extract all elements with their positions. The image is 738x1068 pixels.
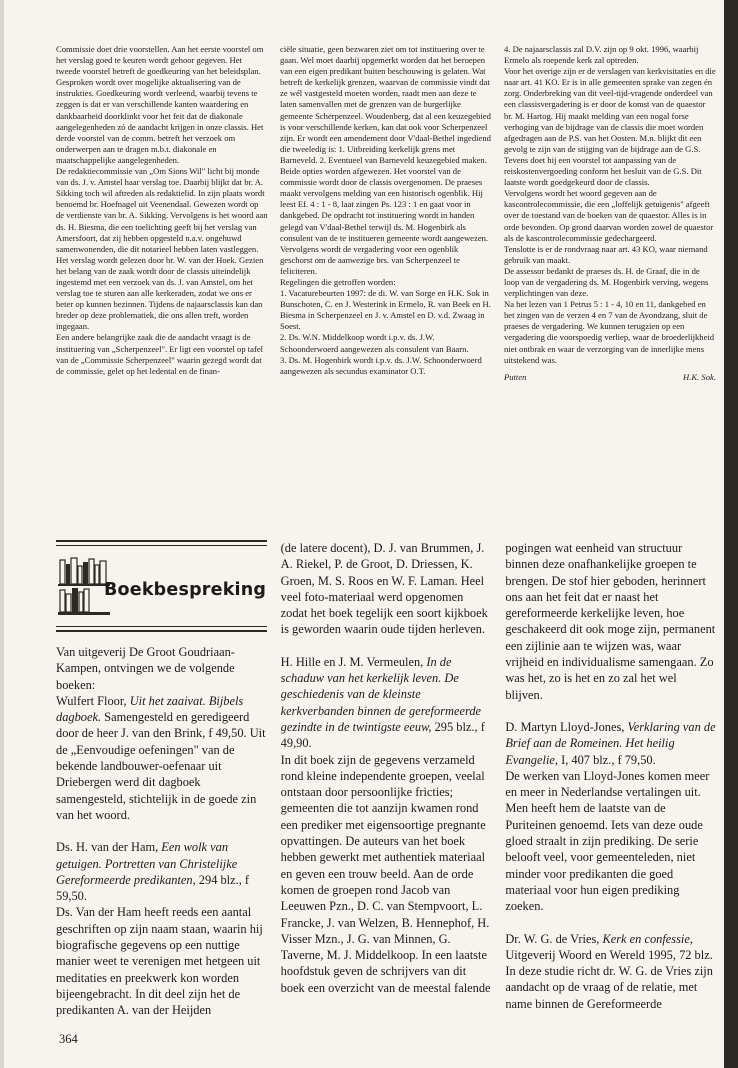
book-details: 294 blz., f 59,50. bbox=[56, 872, 250, 904]
report-column-1 bbox=[56, 44, 268, 524]
report-column-3 bbox=[504, 44, 716, 524]
book-author: Wulfert Floor, bbox=[56, 693, 130, 708]
book-entry bbox=[505, 719, 716, 768]
book-details: I, 407 blz., f 79,50. bbox=[557, 752, 656, 767]
book-entry bbox=[56, 839, 267, 904]
paragraph: Vervolgens wordt het woord gegeven aan de kascontrolecommissie, die een „loffelijk getuigenis" afgeeft over de toestand van de boeken van de quaestor. Alles is in orde bevonden. Op grond daarvan worden zowel de quaestor als de kascontrolecommissie gedechargeerd. bbox=[504, 188, 714, 243]
book-description: In dit boek zijn de gegevens verzameld rond kleine independente groepen, veelal ontstaan door persoonlijke fricties; gemeenten die tot aanzijn kwamen rond een prediker met eigensoortige pregnante opvattingen. De auteurs van het boek hebben gewerkt met authentiek materiaal en geven een trouw beeld. Aan de orde komen de groepen rond Jacob van Leeuwen Pzn., D. C. van Stempvoort, L. Francke, J. van Welzen, B. Hennephof, H. Visser Mzn., J. G. van Minnen, G. Taverne, M. J. Middelkoop. In een laatste hoofdstuk geven de schrijvers van dit boek een overzicht van de meestal falende bbox=[280, 752, 491, 995]
report-section bbox=[56, 44, 716, 524]
paragraph: 2. Ds. W.N. Middelkoop wordt i.p.v. ds. J.W. Schoonderwoerd aangewezen als consulent van Baarn. bbox=[280, 332, 469, 354]
book-entry bbox=[56, 693, 267, 823]
paragraph: De assessor bedankt de praeses ds. H. de Graaf, die in de loop van de vergadering ds. M. Hogenbirk verving, wegens verplichtingen van deze. bbox=[504, 265, 709, 299]
signature-name: H.K. Sok. bbox=[683, 371, 716, 382]
report-column-2 bbox=[280, 44, 492, 524]
signature-place: Putten bbox=[504, 371, 527, 382]
paragraph: Tenslotte is er de rondvraag naar art. 43 KO, waar niemand gebruik van maakt. bbox=[504, 243, 708, 265]
book-description: Ds. Van der Ham heeft reeds een aantal geschriften op zijn naam staan, waarin hij biografische gegevens op een nuttige manier weet te verenigen met hetgeen uit meditaties en preekwerk kon worden bijeengebracht. In dit deel zijn het de predikanten A. van der Heijden bbox=[56, 905, 263, 1018]
bookshelf-icon bbox=[58, 554, 110, 620]
paragraph: Voor het overige zijn er de verslagen van kerkvisitaties en die naar art. 41 KO. Er is in alle gemeenten sprake van zegen én zorg. Onderbreking van dit veel-tijd-vragende onderdeel van een classisvergadering is er door de komst van de quaestor br. M. Hartog. Hij maakt melding van een nogal forse verhoging van de bijdrage van de classis die moet worden afgedragen aan de P.S. van het Oosten. M.n. blijkt dit een gevolg te zijn van de stijging van de bijdrage aan de G.S. Tevens doet hij een voorstel tot aanpassing van de reiskostenvergoeding conform het besluit van de G.S. Dit laatste wordt goedgekeurd door de classis. bbox=[504, 66, 716, 188]
book-description: In deze studie richt dr. W. G. de Vries zijn aandacht op de vraag of de relatie, met name binnen de Gereformeerde bbox=[505, 964, 713, 1011]
section-banner bbox=[56, 540, 267, 632]
section-title: Boekbespreking bbox=[104, 580, 267, 600]
book-author: Dr. W. G. de Vries, bbox=[505, 931, 603, 946]
book-details: Samengesteld en geredigeerd door de heer J. van den Brink, f 49,50. Uit de „Eenvoudige oefeningen" van de bekende landbouwer-oefenaar uit Driebergen werd dit dagboek samengesteld, stichtelijk in de goede zin van het woord. bbox=[56, 710, 266, 822]
book-details: 295 blz., f 49,90. bbox=[280, 719, 485, 751]
paragraph: 4. De najaarsclassis zal D.V. zijn op 9 okt. 1996, waarbij Ermelo als roepende kerk zal optreden. bbox=[504, 44, 699, 66]
book-title: Verklaring van de Brief aan de Romeinen. Het heilig Evangelie, bbox=[505, 719, 716, 767]
signature bbox=[504, 372, 716, 383]
book-title: Een wolk van getuigen. Portretten van Christelijke Gereformeerde predikanten, bbox=[56, 840, 238, 887]
paragraph: Commissie doet drie voorstellen. Aan het eerste voorstel om het verslag goed te keuren wordt gehoor gegeven. Het tweede voorstel betreft de goedkeuring van het beleidsplan. Gesproken wordt over mogelijke aktualisering van de instrukties. Goedkeuring wordt verleend, waarbij tevens te zeggen is dat er van verschillende kanten waardering en dankbaarheid doorklinkt voor het feit dat de diakonale aangelegenheden zó de aandacht krijgen in onze classis. Het derde voorstel van de comm. betreft het verzoek om onderwerpen aan te dragen m.b.t. diakonale en maatschappelijke aangelegenheden. bbox=[56, 44, 264, 165]
book-title: In de schaduw van het kerkelijk leven. De geschiedenis van de kleinste kerkverbanden binnen de gereformeerde gezindte in de twintigste eeuw, bbox=[280, 654, 482, 734]
book-title: Kerk en confessie, bbox=[602, 931, 693, 946]
paragraph: (de latere docent), D. J. van Brummen, J. A. Riekel, P. de Groot, D. Driessen, K. Groen, M. S. Roos en W. F. Laman. Heel veel foto-materiaal werd opgenomen zodat het boek tegelijk een soort kijkboek is geworden waarin oude tijden herleven. bbox=[280, 541, 488, 637]
paragraph: Een andere belangrijke zaak die de aandacht vraagt is de instituering van „Scherpenzeel". Er ligt een voorstel op tafel van de „Commissie Scherpenzeel" waarin gezegd wordt dat de commissie, gelet op het ledental en de finan- bbox=[56, 332, 264, 376]
book-title: Uit het zaaivat. Bijbels dagboek. bbox=[56, 693, 244, 725]
intro-text: Van uitgeverij De Groot Goudriaan-Kampen, ontvingen we de volgende boeken: bbox=[56, 645, 235, 692]
paragraph: pogingen wat eenheid van structuur binnen deze onafhankelijke groepen te brengen. De stof hier geboden, herinnert ons aan het feit dat er naast het gereformeerde kerkelijke leven, hoe geschakeerd dit ook moge zijn, permanent een zijlinie aan te wijzen was, waar vrijheid en individualisme samengaan. Zo was het, zo is het en zo zal het wel blijven. bbox=[505, 541, 716, 702]
book-author: Ds. H. van der Ham, bbox=[56, 840, 162, 855]
book-review-section bbox=[56, 540, 716, 1020]
book-entry bbox=[505, 931, 716, 964]
paragraph: De redaktiecommissie van „Om Sions Wil" licht bij monde van ds. J. v. Amstel haar verslag toe. Daarbij blijkt dat br. A. Sikking toch wil aftreden als redaktielid. In zijn plaats wordt benoemd br. Hoefnagel uit Veenendaal. Gewezen wordt op de verdienste van br. A. Sikking. Vervolgens is het woord aan ds. H. Biesma, die een toelichting geeft bij het verslag van Amersfoort, dat zij hebben opgesteld n.a.v. ongehuwd samenwonenden, die dit notarieel hebben laten vastleggen. Het verslag wordt gelezen door br. W. van der Hoek. Gezien het belang van de zaak wordt door de classis uiteindelijk ingestemd met een verzoek van ds. J. van Amstel, om het verslag toe te sturen aan alle kerkeraden, zodat we ons er beter op kunnen bezinnen. Tijdens de najaarsclassis kan dan breder op deze problematiek, die ons allen treft, worden ingegaan. bbox=[56, 166, 268, 332]
book-details: Uitgeverij Woord en Wereld 1995, 72 blz. bbox=[505, 947, 713, 962]
book-entry bbox=[281, 654, 492, 752]
paragraph: ciële situatie, geen bezwaren ziet om tot instituering over te gaan. Wel moet daarbij opgemerkt worden dat het beroepen van een eigen predikant buiten beschouwing is gelaten. Wat betreft de kerkelijk grenzen, waarvan de commissie vindt dat ze wél vastgesteld moeten worden, raadt men aan deze te laten samenvallen met de grenzen van de burgerlijke gemeente Scherpenzeel. Woudenberg, dat al een keuzegebied is voor verschillende kerken, kan dat ook voor Scherpenzeel zijn. Er wordt een amendement door V'daal-Bethel ingediend die tweeledig is: 1. Uitbreiding kerkelijk grens met Barneveld. 2. Eventueel van Barneveld keuzegebied maken. Beide opties worden afgewezen. Het voorstel van de commissie wordt door de classis overgenomen. De praeses maakt vervolgens melding van een historisch ogenblik. Hij leest Ef. 4 : 1 - 8, laat zingen Ps. 123 : 1 en gaat voor in dankgebed. De opdracht tot instituering wordt in handen gelegd van V'daal-Bethel terwijl ds. M. Hogenbirk als consulent van de te institueren gemeente wordt aangewezen. Vervolgens wordt de vergadering voor een ogenblik geschorst om de aanwezige brs. van Scherpenzeel te feliciteren. bbox=[280, 44, 491, 276]
paragraph: Regelingen die getroffen worden: bbox=[280, 276, 396, 287]
page-number: 364 bbox=[59, 1032, 78, 1046]
book-author: H. Hille en J. M. Vermeulen, bbox=[280, 654, 427, 669]
paragraph: Na het lezen van 1 Petrus 5 : 1 - 4, 10 en 11, dankgebed en het zingen van de verzen 4 en 7 van de Avondzang, sluit de praeses de vergadering. We kunnen terugzien op een vergadering die voorspoedig verliep, waar de broederlijkheid niet ontbrak en waar de verzorging van de innerlijke mens uitstekend was. bbox=[504, 299, 715, 365]
paragraph: 3. Ds. M. Hogenbirk wordt i.p.v. ds. J.W. Schoonderwoerd aangewezen als secundus examinator O.T. bbox=[280, 354, 482, 376]
paragraph: 1. Vacaturebeurten 1997: de di. W. van Sorge en H.K. Sok in Bunschoten, C. en J. Westerink in Ermelo, R. van Beek en H. Biesma in Scherpenzeel en J. v. Amstel en D. v.d. Zwaag in Soest. bbox=[280, 288, 491, 332]
book-author: D. Martyn Lloyd-Jones, bbox=[505, 719, 628, 734]
book-description: De werken van Lloyd-Jones komen meer en meer in Nederlandse vertalingen uit. Men heeft hem de laatste van de Puriteinen genoemd. Iets van deze oude gloed straalt in zijn prediking. De serie belooft veel, voor gemeenteleden, niet minder voor predikanten die goed materiaal voor hun eigen prediking zoeken. bbox=[505, 768, 710, 914]
review-column-3 bbox=[505, 540, 716, 1020]
review-column-1 bbox=[56, 540, 267, 1020]
review-column-2 bbox=[281, 540, 492, 1020]
